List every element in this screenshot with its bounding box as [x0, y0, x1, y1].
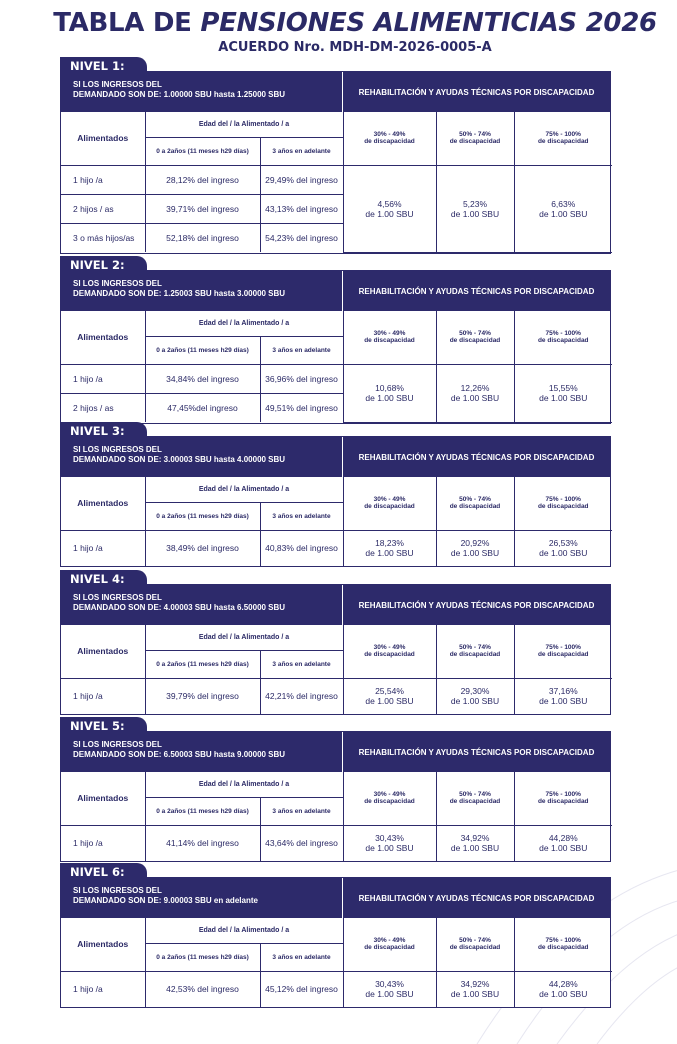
- percent-3-plus-years-cell: 40,83% del ingreso: [260, 530, 343, 566]
- disability-percent-cell: [514, 364, 612, 422]
- table-row: [61, 530, 612, 566]
- age-3-plus-header: 3 años en adelante: [260, 797, 343, 825]
- income-line-2: DEMANDADO SON DE: 1.25003 SBU hasta 3.00000 SBU: [73, 289, 286, 298]
- disability-percent-base: de 1.00 SBU: [450, 208, 500, 219]
- children-count-cell: 1 hijo /a: [61, 971, 145, 1007]
- disability-range-header: 30% - 49% de discapacidad: [343, 918, 436, 971]
- rehab-header: REHABILITACIÓN Y AYUDAS TÉCNICAS POR DISCAPACIDAD: [358, 747, 595, 757]
- level-header: [61, 271, 610, 311]
- level-header: [61, 732, 610, 772]
- table-row: [61, 825, 612, 861]
- disability-percent-value: 4,56%: [377, 198, 402, 209]
- level-header: [61, 72, 610, 112]
- alimentados-header: Alimentados: [61, 625, 145, 678]
- table-row: [61, 364, 612, 393]
- disability-range-header: 30% - 49% de discapacidad: [343, 477, 436, 530]
- pension-table: [61, 112, 612, 253]
- disability-range-header: 30% - 49% de discapacidad: [343, 625, 436, 678]
- disability-percent-value: 12,26%: [460, 383, 490, 393]
- disability-percent-base: de 1.00 SBU: [365, 208, 414, 219]
- children-count-cell: 1 hijo /a: [61, 165, 145, 194]
- alimentados-header: Alimentados: [61, 772, 145, 825]
- table-header-row: [61, 112, 612, 137]
- percent-0-2-years-cell: 34,84% del ingreso: [145, 364, 260, 393]
- disability-range-header: 75% - 100% de discapacidad: [514, 477, 612, 530]
- percent-3-plus-years-cell: 36,96% del ingreso: [260, 364, 343, 393]
- disability-percent-base: de 1.00 SBU: [365, 393, 414, 403]
- level-table-box: [60, 877, 611, 1008]
- level-table-box: [60, 270, 611, 424]
- age-0-2-header: 0 a 2años (11 meses h29 días): [145, 943, 260, 971]
- level-header: [61, 585, 610, 625]
- income-range-header: [61, 878, 343, 918]
- disability-range-header: 75% - 100% de discapacidad: [514, 311, 612, 364]
- disability-percent-cell: [436, 678, 514, 714]
- table-row: [61, 971, 612, 1007]
- percent-0-2-years-cell: 42,53% del ingreso: [145, 971, 260, 1007]
- percent-3-plus-years-cell: 29,49% del ingreso: [260, 165, 343, 194]
- children-count-cell: 1 hijo /a: [61, 530, 145, 566]
- pension-table: [61, 477, 612, 566]
- disability-range-header: 30% - 49% de discapacidad: [343, 311, 436, 364]
- income-range-header: [61, 72, 343, 112]
- disability-percent-value: 37,16%: [548, 686, 578, 697]
- disability-percent-cell: [343, 825, 436, 861]
- disability-percent-cell: [343, 971, 436, 1007]
- disability-percent-cell: [514, 530, 612, 566]
- disability-range-header: 30% - 49% de discapacidad: [343, 112, 436, 165]
- disability-percent-base: de 1.00 SBU: [539, 696, 588, 707]
- disability-percent-cell: [436, 530, 514, 566]
- level-header: [61, 878, 610, 918]
- disability-range-header: 50% - 74% de discapacidad: [436, 625, 514, 678]
- age-0-2-header: 0 a 2años (11 meses h29 días): [145, 137, 260, 165]
- disability-percent-value: 44,28%: [548, 833, 578, 844]
- age-header: Edad del / la Alimentado / a: [145, 625, 343, 650]
- income-line-1: SI LOS INGRESOS DEL: [73, 886, 162, 895]
- income-range-header: [61, 271, 343, 311]
- children-count-cell: 1 hijo /a: [61, 364, 145, 393]
- income-line-1: SI LOS INGRESOS DEL: [73, 593, 162, 602]
- income-line-2: DEMANDADO SON DE: 1.00000 SBU hasta 1.25000 SBU: [73, 90, 286, 99]
- disability-percent-value: 15,55%: [548, 383, 578, 393]
- pension-table: [61, 311, 612, 423]
- disability-percent-value: 10,68%: [375, 383, 404, 393]
- income-range-header: [61, 732, 343, 772]
- disability-percent-cell: [514, 971, 612, 1007]
- disability-percent-base: de 1.00 SBU: [450, 696, 500, 707]
- level-table-box: [60, 731, 611, 862]
- age-0-2-header: 0 a 2años (11 meses h29 días): [145, 650, 260, 678]
- level-table-box: [60, 436, 611, 567]
- disability-percent-base: de 1.00 SBU: [539, 208, 588, 219]
- disability-percent-base: de 1.00 SBU: [539, 989, 588, 1000]
- disability-percent-value: 30,43%: [375, 979, 404, 990]
- table-header-row: [61, 772, 612, 797]
- table-row: [61, 165, 612, 194]
- percent-0-2-years-cell: 39,79% del ingreso: [145, 678, 260, 714]
- age-header: Edad del / la Alimentado / a: [145, 311, 343, 336]
- income-line-2: DEMANDADO SON DE: 9.00003 SBU en adelante: [73, 896, 258, 905]
- age-3-plus-header: 3 años en adelante: [260, 336, 343, 364]
- level-tab: NIVEL 4:: [60, 570, 147, 589]
- disability-percent-cell: [514, 825, 612, 861]
- percent-3-plus-years-cell: 49,51% del ingreso: [260, 393, 343, 422]
- percent-0-2-years-cell: 38,49% del ingreso: [145, 530, 260, 566]
- rehab-header: REHABILITACIÓN Y AYUDAS TÉCNICAS POR DISCAPACIDAD: [358, 893, 595, 903]
- alimentados-header: Alimentados: [61, 477, 145, 530]
- level-tab: NIVEL 3:: [60, 422, 147, 441]
- income-line-1: SI LOS INGRESOS DEL: [73, 279, 162, 288]
- disability-percent-value: 26,53%: [548, 538, 578, 549]
- disability-percent-cell: [343, 530, 436, 566]
- disability-range-header: 75% - 100% de discapacidad: [514, 625, 612, 678]
- level-tab: NIVEL 1:: [60, 57, 147, 76]
- level-tab: NIVEL 2:: [60, 256, 147, 275]
- disability-percent-value: 5,23%: [462, 198, 488, 209]
- income-line-2: DEMANDADO SON DE: 6.50003 SBU hasta 9.00000 SBU: [73, 750, 286, 759]
- disability-percent-cell: [514, 165, 612, 252]
- level-header: [61, 437, 610, 477]
- disability-range-header: 30% - 49% de discapacidad: [343, 772, 436, 825]
- disability-percent-base: de 1.00 SBU: [365, 843, 414, 854]
- disability-percent-base: de 1.00 SBU: [450, 548, 500, 559]
- disability-range-header: 75% - 100% de discapacidad: [514, 772, 612, 825]
- income-range-header: [61, 585, 343, 625]
- alimentados-header: Alimentados: [61, 311, 145, 364]
- disability-percent-value: 18,23%: [375, 538, 404, 549]
- pension-table: [61, 625, 612, 714]
- disability-percent-cell: [343, 364, 436, 422]
- income-range-header: [61, 437, 343, 477]
- disability-percent-base: de 1.00 SBU: [539, 393, 588, 403]
- disability-percent-value: 44,28%: [548, 979, 578, 990]
- age-header: Edad del / la Alimentado / a: [145, 918, 343, 943]
- rehab-header: REHABILITACIÓN Y AYUDAS TÉCNICAS POR DISCAPACIDAD: [358, 452, 595, 462]
- disability-percent-value: 34,92%: [460, 979, 490, 990]
- disability-percent-value: 6,63%: [551, 198, 576, 209]
- percent-3-plus-years-cell: 43,13% del ingreso: [260, 194, 343, 223]
- age-3-plus-header: 3 años en adelante: [260, 943, 343, 971]
- percent-3-plus-years-cell: 43,64% del ingreso: [260, 825, 343, 861]
- disability-percent-base: de 1.00 SBU: [365, 989, 414, 1000]
- children-count-cell: 1 hijo /a: [61, 678, 145, 714]
- disability-percent-base: de 1.00 SBU: [450, 843, 500, 854]
- disability-percent-value: 20,92%: [460, 538, 490, 549]
- age-header: Edad del / la Alimentado / a: [145, 772, 343, 797]
- table-header-row: [61, 311, 612, 336]
- disability-range-header: 50% - 74% de discapacidad: [436, 772, 514, 825]
- disability-percent-base: de 1.00 SBU: [539, 843, 588, 854]
- disability-percent-cell: [514, 678, 612, 714]
- level-tab: NIVEL 6:: [60, 863, 147, 882]
- disability-percent-value: 25,54%: [375, 686, 404, 697]
- table-row: [61, 678, 612, 714]
- children-count-cell: 1 hijo /a: [61, 825, 145, 861]
- age-3-plus-header: 3 años en adelante: [260, 502, 343, 530]
- disability-range-header: 75% - 100% de discapacidad: [514, 918, 612, 971]
- disability-range-header: 75% - 100% de discapacidad: [514, 112, 612, 165]
- income-line-1: SI LOS INGRESOS DEL: [73, 740, 162, 749]
- table-header-row: [61, 625, 612, 650]
- percent-0-2-years-cell: 52,18% del ingreso: [145, 223, 260, 252]
- disability-percent-base: de 1.00 SBU: [450, 989, 500, 1000]
- disability-percent-base: de 1.00 SBU: [450, 393, 500, 403]
- percent-0-2-years-cell: 41,14% del ingreso: [145, 825, 260, 861]
- page-title: TABLA DE PENSIONES ALIMENTICIAS 2026: [53, 8, 657, 38]
- disability-percent-cell: [436, 971, 514, 1007]
- age-0-2-header: 0 a 2años (11 meses h29 días): [145, 797, 260, 825]
- level-tab: NIVEL 5:: [60, 717, 147, 736]
- table-header-row: [61, 918, 612, 943]
- disability-percent-base: de 1.00 SBU: [365, 696, 414, 707]
- page-subtitle: ACUERDO Nro. MDH-DM-2026-0005-A: [218, 40, 492, 55]
- disability-percent-cell: [436, 825, 514, 861]
- age-0-2-header: 0 a 2años (11 meses h29 días): [145, 336, 260, 364]
- percent-0-2-years-cell: 28,12% del ingreso: [145, 165, 260, 194]
- percent-0-2-years-cell: 39,71% del ingreso: [145, 194, 260, 223]
- children-count-cell: 3 o más hijos/as: [61, 223, 145, 252]
- disability-range-header: 50% - 74% de discapacidad: [436, 311, 514, 364]
- age-3-plus-header: 3 años en adelante: [260, 137, 343, 165]
- disability-percent-value: 29,30%: [460, 686, 490, 697]
- disability-percent-cell: [436, 364, 514, 422]
- pension-table: [61, 772, 612, 861]
- alimentados-header: Alimentados: [61, 112, 145, 165]
- level-table-box: [60, 71, 611, 254]
- table-header-row: [61, 477, 612, 502]
- income-line-2: DEMANDADO SON DE: 4.00003 SBU hasta 6.50000 SBU: [73, 603, 286, 612]
- disability-percent-base: de 1.00 SBU: [365, 548, 414, 559]
- children-count-cell: 2 hijos / as: [61, 393, 145, 422]
- age-3-plus-header: 3 años en adelante: [260, 650, 343, 678]
- disability-range-header: 50% - 74% de discapacidad: [436, 918, 514, 971]
- disability-percent-base: de 1.00 SBU: [539, 548, 588, 559]
- age-header: Edad del / la Alimentado / a: [145, 477, 343, 502]
- percent-3-plus-years-cell: 54,23% del ingreso: [260, 223, 343, 252]
- rehab-header: REHABILITACIÓN Y AYUDAS TÉCNICAS POR DISCAPACIDAD: [358, 286, 595, 296]
- alimentados-header: Alimentados: [61, 918, 145, 971]
- disability-percent-cell: [343, 678, 436, 714]
- percent-3-plus-years-cell: 45,12% del ingreso: [260, 971, 343, 1007]
- disability-percent-cell: [436, 165, 514, 252]
- rehab-header: REHABILITACIÓN Y AYUDAS TÉCNICAS POR DISCAPACIDAD: [358, 600, 595, 610]
- disability-range-header: 50% - 74% de discapacidad: [436, 477, 514, 530]
- disability-percent-value: 34,92%: [460, 833, 490, 844]
- age-header: Edad del / la Alimentado / a: [145, 112, 343, 137]
- disability-range-header: 50% - 74% de discapacidad: [436, 112, 514, 165]
- percent-0-2-years-cell: 47,45%del ingreso: [145, 393, 260, 422]
- level-table-box: [60, 584, 611, 715]
- pension-table: [61, 918, 612, 1007]
- income-line-1: SI LOS INGRESOS DEL: [73, 80, 162, 89]
- children-count-cell: 2 hijos / as: [61, 194, 145, 223]
- income-line-2: DEMANDADO SON DE: 3.00003 SBU hasta 4.00000 SBU: [73, 455, 286, 464]
- disability-percent-value: 30,43%: [375, 833, 404, 844]
- percent-3-plus-years-cell: 42,21% del ingreso: [260, 678, 343, 714]
- income-line-1: SI LOS INGRESOS DEL: [73, 445, 162, 454]
- age-0-2-header: 0 a 2años (11 meses h29 días): [145, 502, 260, 530]
- rehab-header: REHABILITACIÓN Y AYUDAS TÉCNICAS POR DISCAPACIDAD: [358, 87, 595, 97]
- disability-percent-cell: [343, 165, 436, 252]
